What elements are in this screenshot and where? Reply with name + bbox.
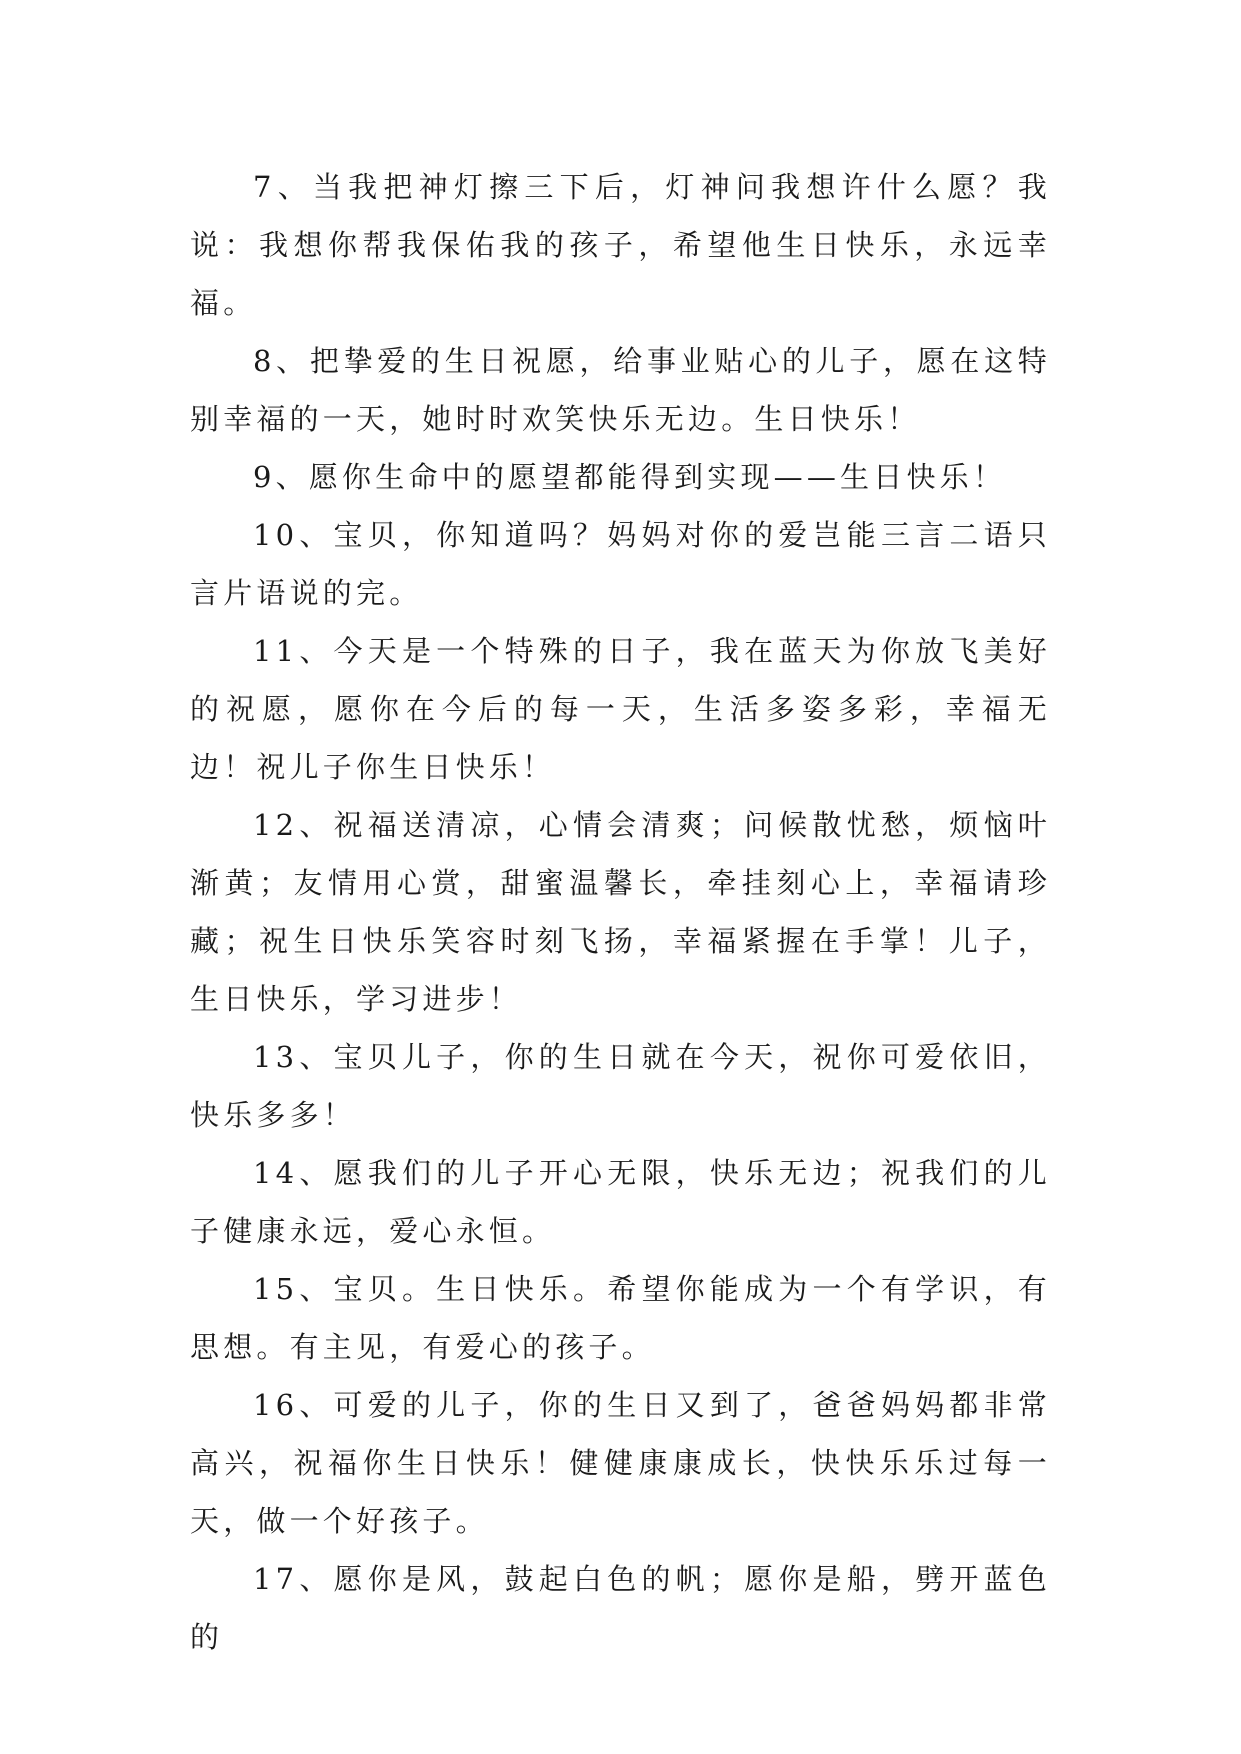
paragraph-8: 8、把挚爱的生日祝愿，给事业贴心的儿子，愿在这特别幸福的一天，她时时欢笑快乐无边。生日快乐！ <box>190 344 1051 436</box>
paragraph-9: 9、愿你生命中的愿望都能得到实现——生日快乐！ <box>253 460 1007 494</box>
paragraph-12: 12、祝福送清凉，心情会清爽；问候散忧愁，烦恼叶渐黄；友情用心赏，甜蜜温馨长，牵挂刻心上，幸福请珍藏；祝生日快乐笑容时刻飞扬，幸福紧握在手掌！儿子，生日快乐，学习进步！ <box>190 808 1051 1016</box>
paragraph-13: 13、宝贝儿子，你的生日就在今天，祝你可爱依旧，快乐多多！ <box>190 1040 1051 1132</box>
paragraph-15: 15、宝贝。生日快乐。希望你能成为一个有学识，有思想。有主见，有爱心的孩子。 <box>190 1272 1051 1364</box>
paragraph-10: 10、宝贝，你知道吗？妈妈对你的爱岂能三言二语只言片语说的完。 <box>190 518 1051 610</box>
paragraph-17: 17、愿你是风，鼓起白色的帆；愿你是船，劈开蓝色的 <box>190 1562 1051 1654</box>
paragraph-7: 7、当我把神灯擦三下后，灯神问我想许什么愿？我说：我想你帮我保佑我的孩子，希望他生日快乐，永远幸福。 <box>190 170 1051 320</box>
paragraph-16: 16、可爱的儿子，你的生日又到了，爸爸妈妈都非常高兴，祝福你生日快乐！健健康康成长，快快乐乐过每一天，做一个好孩子。 <box>190 1388 1051 1538</box>
paragraph-11: 11、今天是一个特殊的日子，我在蓝天为你放飞美好的祝愿，愿你在今后的每一天，生活多姿多彩，幸福无边！祝儿子你生日快乐！ <box>190 634 1051 784</box>
paragraph-14: 14、愿我们的儿子开心无限，快乐无边；祝我们的儿子健康永远，爱心永恒。 <box>190 1156 1051 1248</box>
